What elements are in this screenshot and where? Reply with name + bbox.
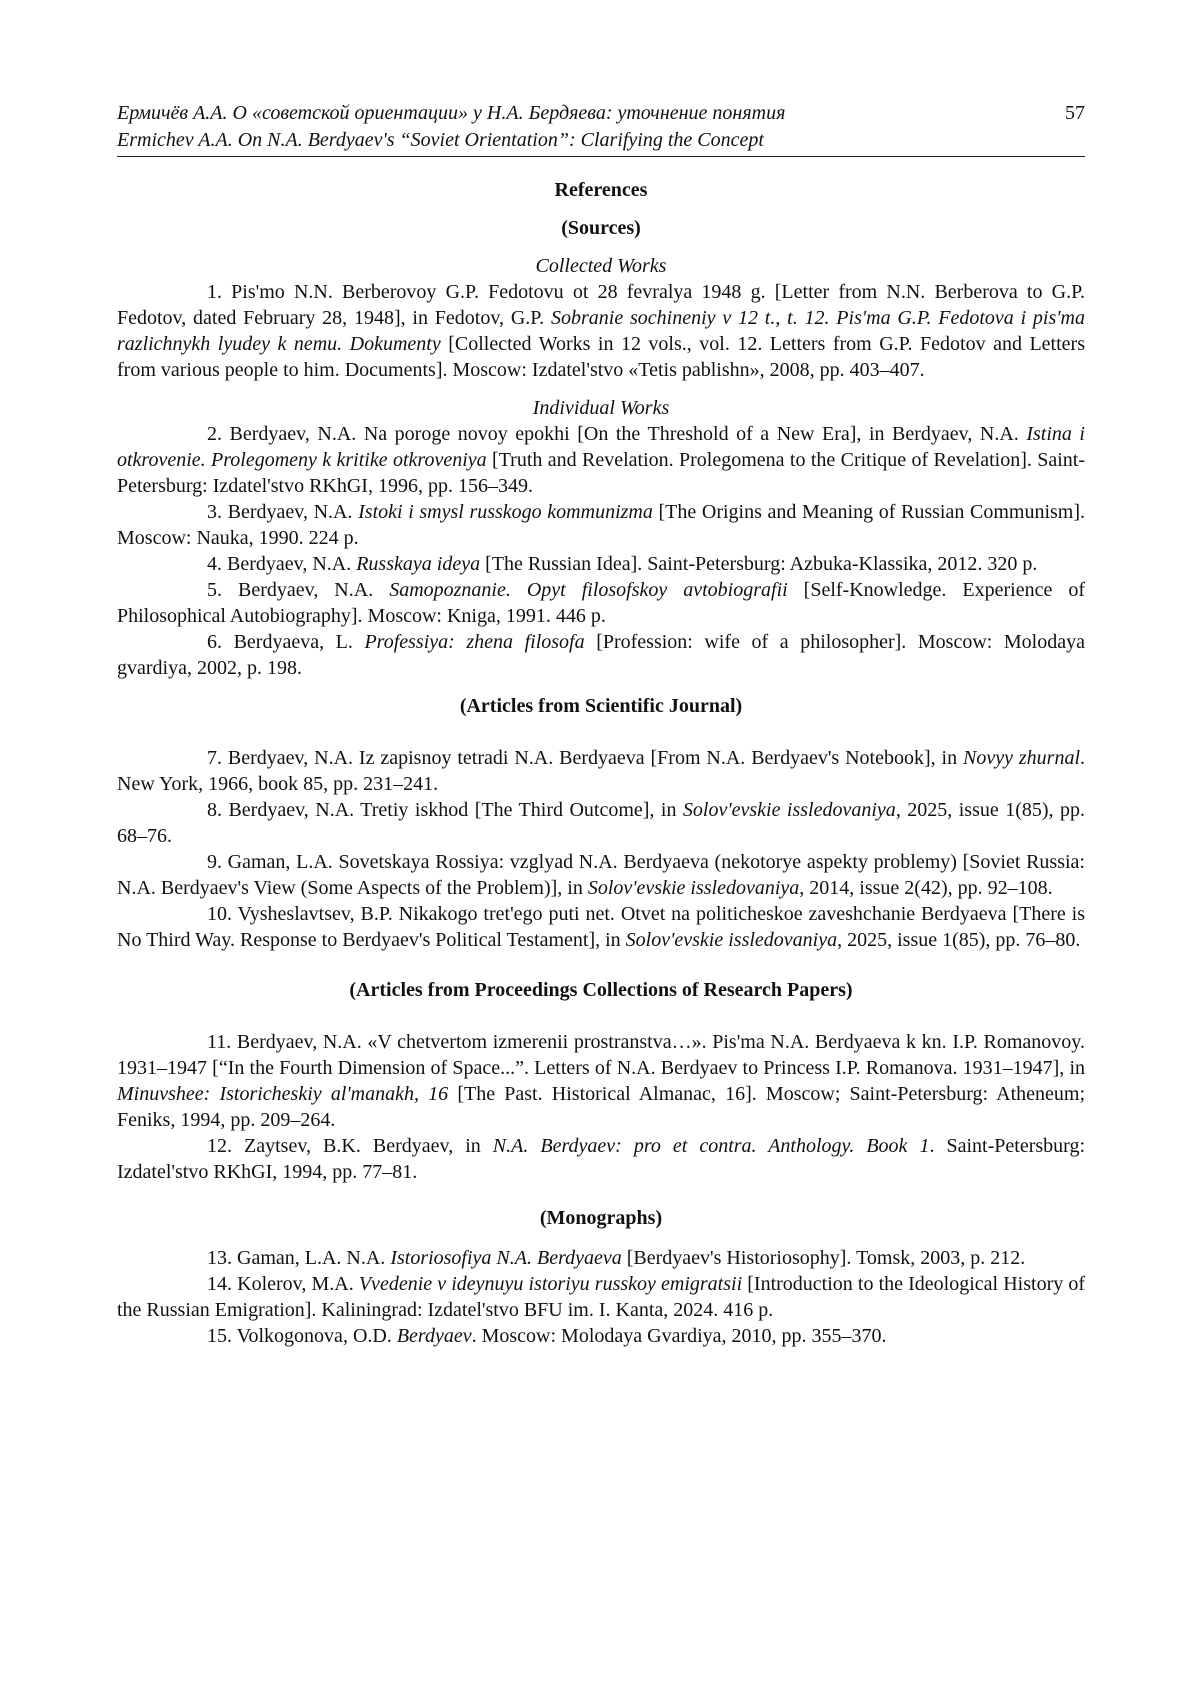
reference-item-9: 9. Gaman, L.A. Sovetskaya Rossiya: vzglyad N.A. Berdyaeva (nekotorye aspekty problemy) [Soviet Russia: N.A. Berdyaev's View (Some Aspects of the Problem)], in Solov'evskie issledovaniya, 2014, issue 2(42), pp. 92–108. — [117, 851, 1085, 899]
reference-item-15: 15. Volkogonova, O.D. Berdyaev. Moscow: Molodaya Gvardiya, 2010, pp. 355–370. — [207, 1325, 887, 1347]
articles-heading: (Articles from Scientific Journal) — [459, 695, 743, 717]
references-section — [117, 177, 1085, 1349]
individual-works-heading: Individual Works — [532, 397, 670, 419]
reference-item-2: 2. Berdyaev, N.A. Na poroge novoy epokhi [On the Threshold of a New Era], in Berdyaev, N.A. Istina i otkrovenie. Prolegomeny k kritike otkroveniya [Truth and Revelation. Prolegomena to the Critique of Revelation]. Saint-Petersburg: Izdatel'stvo RKhGI, 1996, pp. 156–349. — [117, 423, 1085, 497]
reference-item-8: 8. Berdyaev, N.A. Tretiy iskhod [The Third Outcome], in Solov'evskie issledovaniya, 2025, issue 1(85), pp. 68–76. — [117, 799, 1085, 847]
sources-heading: (Sources) — [561, 217, 641, 239]
reference-item-3: 3. Berdyaev, N.A. Istoki i smysl russkogo kommunizma [The Origins and Meaning of Russian Communism]. Moscow: Nauka, 1990. 224 p. — [117, 501, 1086, 549]
reference-item-5: 5. Berdyaev, N.A. Samopoznanie. Opyt filosofskoy avtobiografii [Self-Knowledge. Experience of Philosophical Autobiography]. Moscow: Kniga, 1991. 446 p. — [117, 579, 1085, 627]
header-rule — [117, 156, 1085, 157]
page — [117, 0, 1085, 1349]
reference-item-1: 1. Pis'mo N.N. Berberovoy G.P. Fedotovu ot 28 fevralya 1948 g. [Letter from N.N. Berberova to G.P. Fedotov, dated February 28, 1948], in Fedotov, G.P. Sobranie sochineniy v 12 t., t. 12. Pis'ma G.P. Fedotova i pis'ma razlichnykh lyudey k nemu. Dokumenty [Collected Works in 12 vols., vol. 12. Letters from G.P. Fedotov and Letters from various people to him. Documents]. Moscow: Izdatel'stvo «Tetis pablishn», 2008, pp. 403–407. — [117, 281, 1085, 381]
reference-item-13: 13. Gaman, L.A. N.A. Istoriosofiya N.A. Berdyaeva [Berdyaev's Historiosophy]. Tomsk, 2003, p. 212. — [207, 1247, 1026, 1269]
page-number: 57 — [1065, 102, 1085, 124]
reference-item-14: 14. Kolerov, M.A. Vvedenie v ideynuyu istoriyu russkoy emigratsii [Introduction to the Ideological History of the Russian Emigration]. Kaliningrad: Izdatel'stvo BFU im. I. Kanta, 2024. 416 p. — [117, 1273, 1086, 1321]
running-header — [117, 0, 1085, 154]
header-title-ru: Ермичёв А.А. О «советской ориентации» у Н.А. Бердяева: уточнение понятия — [117, 102, 786, 124]
reference-item-11: 11. Berdyaev, N.A. «V chetvertom izmerenii prostranstva…». Pis'ma N.A. Berdyaeva k kn. I.P. Romanovoy. 1931–1947 [“In the Fourth Dimension of Space...”. Letters of N.A. Berdyaev to Princess I.P. Romanova. 1931–1947], in Minuvshee: Istoricheskiy al'manakh, 16 [The Past. Historical Almanac, 16]. Moscow; Saint-Petersburg: Atheneum; Feniks, 1994, pp. 209–264. — [117, 1031, 1085, 1131]
collected-works-heading: Collected Works — [535, 255, 667, 277]
references-title: References — [554, 179, 648, 201]
monographs-heading: (Monographs) — [539, 1207, 663, 1229]
reference-item-12: 12. Zaytsev, B.K. Berdyaev, in N.A. Berdyaev: pro et contra. Anthology. Book 1. Saint-Petersburg: Izdatel'stvo RKhGI, 1994, pp. 77–81. — [117, 1135, 1085, 1183]
header-title-en: Ermichev A.A. On N.A. Berdyaev's “Soviet Orientation”: Clarifying the Concept — [117, 129, 764, 151]
reference-item-10: 10. Vysheslavtsev, B.P. Nikakogo tret'ego puti net. Otvet na politicheskoe zaveshchanie Berdyaeva [There is No Third Way. Response to Berdyaev's Political Testament], in Solov'evskie issledovaniya, 2025, issue 1(85), pp. 76–80. — [117, 903, 1085, 951]
reference-item-4: 4. Berdyaev, N.A. Russkaya ideya [The Russian Idea]. Saint-Petersburg: Azbuka-Klassika, 2012. 320 p. — [207, 553, 1038, 575]
proceedings-heading: (Articles from Proceedings Collections of Research Papers) — [349, 979, 853, 1001]
reference-item-7: 7. Berdyaev, N.A. Iz zapisnoy tetradi N.A. Berdyaeva [From N.A. Berdyaev's Notebook], in Novyy zhurnal. New York, 1966, book 85, pp. 231–241. — [117, 747, 1086, 795]
reference-item-6: 6. Berdyaeva, L. Professiya: zhena filosofa [Profession: wife of a philosopher]. Moscow: Molodaya gvardiya, 2002, p. 198. — [117, 631, 1085, 679]
